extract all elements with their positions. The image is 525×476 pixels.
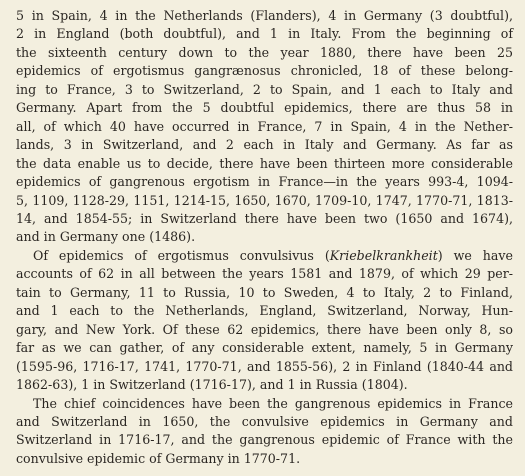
text-line [16,247,513,265]
text-line: tain to Germany, 11 to Russia, 10 to Sweden, 4 to Italy, 2 to Finland, [16,284,513,300]
text-line: epidemics of gangrenous ergotism in France—in the years 993-4, 1094- [16,174,513,190]
text-line: ing to France, 3 to Switzerland, 2 to Spain, and 1 each to Italy and [16,81,513,97]
text-line: 14, and 1854-55; in Switzerland there have been two (1650 and 1674), [16,210,513,226]
text-line: 5, 1109, 1128-29, 1151, 1214-15, 1650, 1670, 1709-10, 1747, 1770-71, 1813- [16,192,513,208]
paragraph-coincidences [16,395,513,469]
text-line: lands, 3 in Switzerland, and 2 each in Italy and Germany. As far as [16,137,513,153]
text-segment: Of epidemics of ergotismus convulsivus ( [33,247,330,263]
text-line: and Switzerland in 1650, the convulsive epidemics in Germany and [16,413,513,429]
text-line: far as we can gather, of any considerable extent, namely, 5 in Germany [16,340,513,356]
text-line: the sixteenth century down to the year 1880, there have been 25 [16,44,513,60]
italic-term-kriebelkrankheit: Kriebelkrankheit [329,247,438,263]
text-line: convulsive epidemic of Germany in 1770-71. [16,450,301,466]
text-line: Switzerland in 1716-17, and the gangrenous epidemic of France with the [16,432,513,448]
text-line: The chief coincidences have been the gangrenous epidemics in France [33,395,513,411]
text-line: epidemics of ergotismus gangrænosus chronicled, 18 of these belong- [16,63,513,79]
text-line: the data enable us to decide, there have been thirteen more considerable [16,155,513,171]
text-segment: ) we have [437,247,513,263]
text-line: (1595-96, 1716-17, 1741, 1770-71, and 1855-56), 2 in Finland (1840-44 and [16,358,513,374]
text-line: all, of which 40 have occurred in France, 7 in Spain, 4 in the Nether- [16,118,513,134]
text-line: gary, and New York. Of these 62 epidemics, there have been only 8, so [16,321,513,337]
text-line: 5 in Spain, 4 in the Netherlands (Flanders), 4 in Germany (3 doubtful), [16,8,513,23]
paragraph-gangrenous-epidemics [16,7,513,247]
text-line: Germany. Apart from the 5 doubtful epidemics, there are thus 58 in [16,100,513,116]
text-line: 2 in England (both doubtful), and 1 in Italy. From the beginning of [16,26,513,42]
text-line: and in Germany one (1486). [16,229,196,245]
text-line: 1862-63), 1 in Switzerland (1716-17), and 1 in Russia (1804). [16,377,408,393]
text-line: accounts of 62 in all between the years 1581 and 1879, of which 29 per- [16,266,513,282]
text-line: and 1 each to the Netherlands, England, Switzerland, Norway, Hun- [16,303,513,319]
paragraph-convulsive-epidemics [16,247,513,395]
